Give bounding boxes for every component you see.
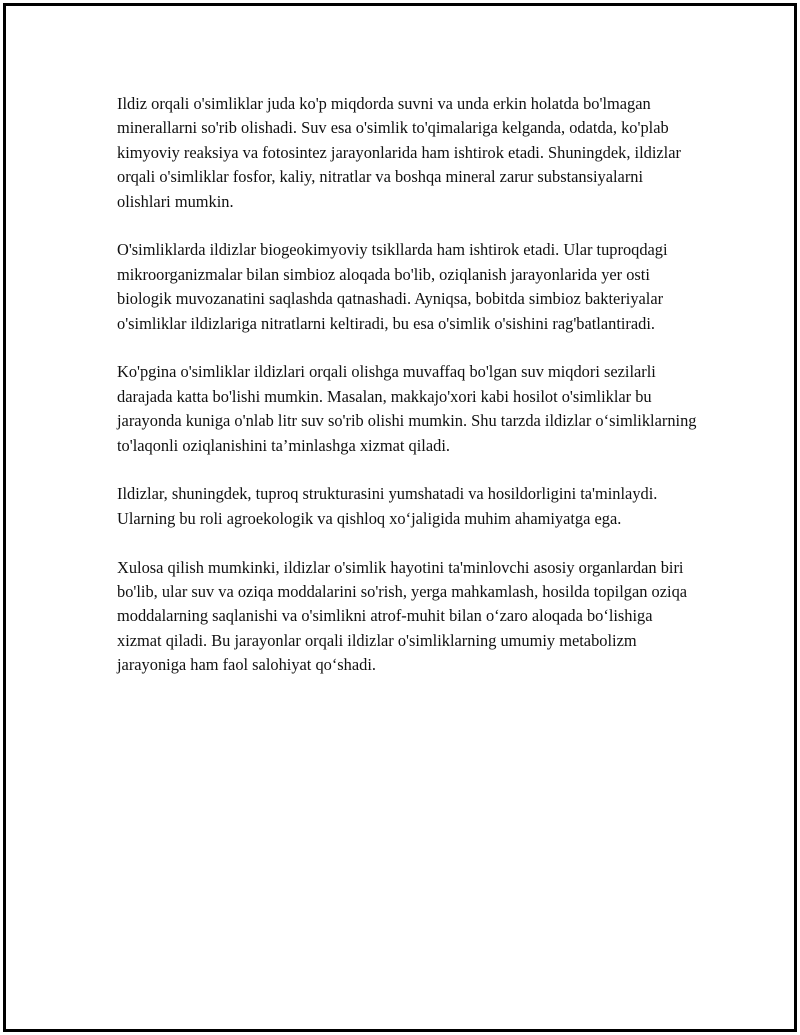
paragraph: Ko'pgina o'simliklar ildizlari orqali olishga muvaffaq bo'lgan suv miqdori sezilarli darajada katta bo'lishi mumkin. Masalan, makkajo'xori kabi hosilot o'simliklar bu jarayonda kuniga o'nlab litr suv so'rib olishi mumkin. Shu tarzda ildizlar o‘simliklarning to'laqonli oziqlanishini ta’minlashga xizmat qiladi. — [117, 362, 697, 455]
document-body — [117, 92, 697, 702]
paragraph: Ildiz orqali o'simliklar juda ko'p miqdorda suvni va unda erkin holatda bo'lmagan minerallarni so'rib olishadi. Suv esa o'simlik to'qimalariga kelganda, odatda, ko'plab kimyoviy reaksiya va fotosintez jarayonlarida ham ishtirok etadi. Shuningdek, ildizlar orqali o'simliklar fosfor, kaliy, nitratlar va boshqa mineral zarur substansiyalarni olishlari mumkin. — [117, 94, 681, 211]
paragraph: O'simliklarda ildizlar biogeokimyoviy tsikllarda ham ishtirok etadi. Ular tuproqdagi mikroorganizmalar bilan simbioz aloqada bo'lib, oziqlanish jarayonlarida yer osti biologik muvozanatini saqlashda qatnashadi. Ayniqsa, bobitda simbioz bakteriyalar o'simliklar ildizlariga nitratlarni keltiradi, bu esa o'simlik o'sishini rag'batlantiradi. — [117, 240, 668, 333]
paragraph: Xulosa qilish mumkinki, ildizlar o'simlik hayotini ta'minlovchi asosiy organlardan biri bo'lib, ular suv va oziqa moddalarini so'rish, yerga mahkamlash, hosilda topilgan oziqa moddalarning saqlanishi va o'simlikni atrof-muhit bilan o‘zaro aloqada bo‘lishiga xizmat qiladi. Bu jarayonlar orqali ildizlar o'simliklarning umumiy metabolizm jarayoniga ham faol salohiyat qo‘shadi. — [117, 557, 688, 675]
paragraph: Ildizlar, shuningdek, tuproq strukturasini yumshatadi va hosildorligini ta'minlaydi. Ularning bu roli agroekologik va qishloq xo‘jaligida muhim ahamiyatga ega. — [117, 484, 658, 528]
